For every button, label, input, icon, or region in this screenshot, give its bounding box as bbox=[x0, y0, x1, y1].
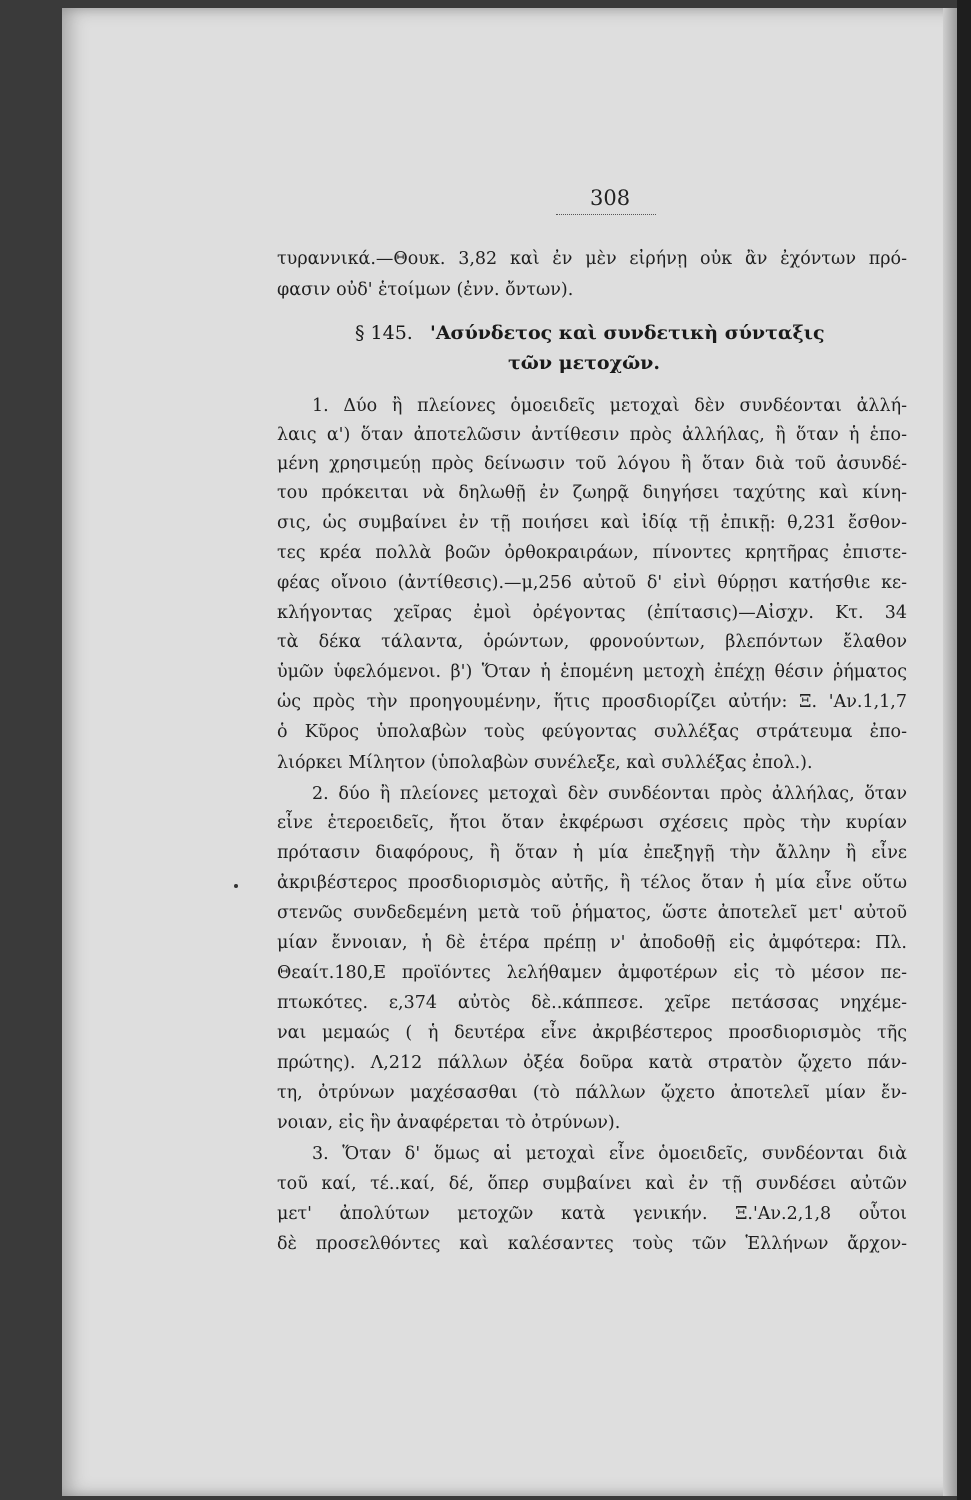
text-line: τὰ δέκα τάλαντα, ὁρώντων, φρονούντων, βλεπόντων ἔλαθον bbox=[277, 632, 907, 652]
text-line: μίαν ἔννοιαν, ἡ δὲ ἑτέρα πρέπῃ ν' ἀποδοθῇ εἰς ἀμφότερα: Πλ. bbox=[277, 933, 907, 953]
text-line: ὑμῶν ὑφελόμενοι. β') Ὅταν ἡ ἑπομένη μετοχὴ ἐπέχῃ θέσιν ῥήματος bbox=[277, 662, 907, 682]
text-line: λιόρκει Μίλητον (ὑπολαβὼν συνέλεξε, καὶ συλλέξας ἐπολ.). bbox=[277, 753, 813, 773]
text-line: δὲ προσελθόντες καὶ καλέσαντες τοὺς τῶν Ἑλλήνων ἄρχον- bbox=[277, 1234, 907, 1254]
page-number-rule bbox=[556, 214, 656, 215]
book-spine bbox=[957, 0, 971, 1500]
text-line: 3. Ὅταν δ' ὅμως αἱ μετοχαὶ εἶνε ὁμοειδεῖς, συνδέονται διὰ bbox=[312, 1144, 907, 1164]
text-line: Θεαίτ.180,Ε προϊόντες λελήθαμεν ἀμφοτέρων εἰς τὸ μέσον πε- bbox=[277, 963, 907, 983]
text-line: κλήγοντας χεῖρας ἐμοὶ ὀρέγοντας (ἐπίτασις)—Αἰσχν. Κτ. 34 bbox=[277, 603, 907, 623]
text-line: ἀκριβέστερος προσδιορισμὸς αὐτῆς, ἢ τέλος ὅταν ἡ μία εἶνε οὕτω bbox=[277, 873, 907, 893]
margin-dot bbox=[234, 884, 238, 888]
text-line: τη, ὀτρύνων μαχέσασθαι (τὸ πάλλων ᾤχετο ἀποτελεῖ μίαν ἔν- bbox=[277, 1083, 907, 1103]
text-line: στενῶς συνδεδεμένη μετὰ τοῦ ῥήματος, ὥστε ἀποτελεῖ μετ' αὐτοῦ bbox=[277, 903, 907, 923]
page-edge-shadow bbox=[943, 8, 957, 1496]
text-line: ναι μεμαώς ( ἡ δευτέρα εἶνε ἀκριβέστερος προσδιορισμὸς τῆς bbox=[277, 1023, 907, 1043]
text-line: πρώτης). Λ,212 πάλλων ὀξέα δοῦρα κατὰ στρατὸν ᾤχετο πάν- bbox=[277, 1053, 907, 1073]
text-line: φέας οἴνοιο (ἀντίθεσις).—μ,256 αὐτοῦ δ' εἰνὶ θύρῃσι κατήσθιε κε- bbox=[277, 573, 907, 593]
text-line: ὡς πρὸς τὴν προηγουμένην, ἥτις προσδιορίζει αὐτήν: Ξ. 'Αν.1,1,7 bbox=[277, 692, 907, 712]
text-line: πρότασιν διαφόρους, ἢ ὅταν ἡ μία ἐπεξηγῇ τὴν ἄλλην ἢ εἶνε bbox=[277, 843, 907, 863]
text-line: τυραννικά.—Θουκ. 3,82 καὶ ἐν μὲν εἰρήνῃ οὐκ ἂν ἐχόντων πρό- bbox=[277, 249, 907, 269]
text-line: σις, ὡς συμβαίνει ἐν τῇ ποιήσει καὶ ἰδίᾳ τῇ ἐπικῇ: θ,231 ἔσθον- bbox=[277, 513, 907, 533]
text-line: μετ' ἀπολύτων μετοχῶν κατὰ γενικήν. Ξ.'Αν.2,1,8 οὗτοι bbox=[277, 1204, 907, 1224]
text-line: τοῦ καί, τέ..καί, δέ, ὅπερ συμβαίνει καὶ ἐν τῇ συνδέσει αὐτῶν bbox=[277, 1174, 907, 1194]
text-line: του πρόκειται νὰ δηλωθῇ ἐν ζωηρᾷ διηγήσει ταχύτης καὶ κίνη- bbox=[277, 483, 907, 503]
text-line: λαις α') ὅταν ἀποτελῶσιν ἀντίθεσιν πρὸς ἀλλήλας, ἢ ὅταν ἡ ἑπο- bbox=[277, 425, 907, 445]
text-line: ὁ Κῦρος ὑπολαβὼν τοὺς φεύγοντας συλλέξας στράτευμα ἐπο- bbox=[277, 722, 907, 742]
text-line: πτωκότες. ε,374 αὐτὸς δὲ..κάππεσε. χεῖρε πετάσσας νηχέμε- bbox=[277, 993, 907, 1013]
text-line: τες κρέα πολλὰ βοῶν ὀρθοκραιράων, πίνοντες κρητῆρας ἐπιστε- bbox=[277, 543, 907, 563]
text-line: μένη χρησιμεύῃ πρὸς δείνωσιν τοῦ λόγου ἢ ὅταν διὰ τοῦ ἀσυνδέ- bbox=[277, 454, 907, 474]
page-number: 308 bbox=[590, 186, 631, 210]
section-title-line-2: τῶν μετοχῶν. bbox=[508, 352, 660, 374]
section-title-line-1: 'Ασύνδετος καὶ συνδετικὴ σύνταξις bbox=[430, 322, 825, 344]
text-line: 2. δύο ἢ πλείονες μετοχαὶ δὲν συνδέονται πρὸς ἀλλήλας, ὅταν bbox=[312, 784, 907, 804]
text-line: φασιν οὐδ' ἑτοίμων (ἐνν. ὄντων). bbox=[277, 280, 574, 300]
text-line: 1. Δύο ἢ πλείονες ὁμοειδεῖς μετοχαὶ δὲν συνδέονται ἀλλή- bbox=[312, 396, 907, 416]
text-line: εἶνε ἑτεροειδεῖς, ἤτοι ὅταν ἐκφέρωσι σχέσεις πρὸς τὴν κυρίαν bbox=[277, 813, 907, 833]
text-line: νοιαν, εἰς ἣν ἀναφέρεται τὸ ὀτρύνων). bbox=[277, 1113, 621, 1133]
section-number: § 145. bbox=[355, 322, 413, 344]
